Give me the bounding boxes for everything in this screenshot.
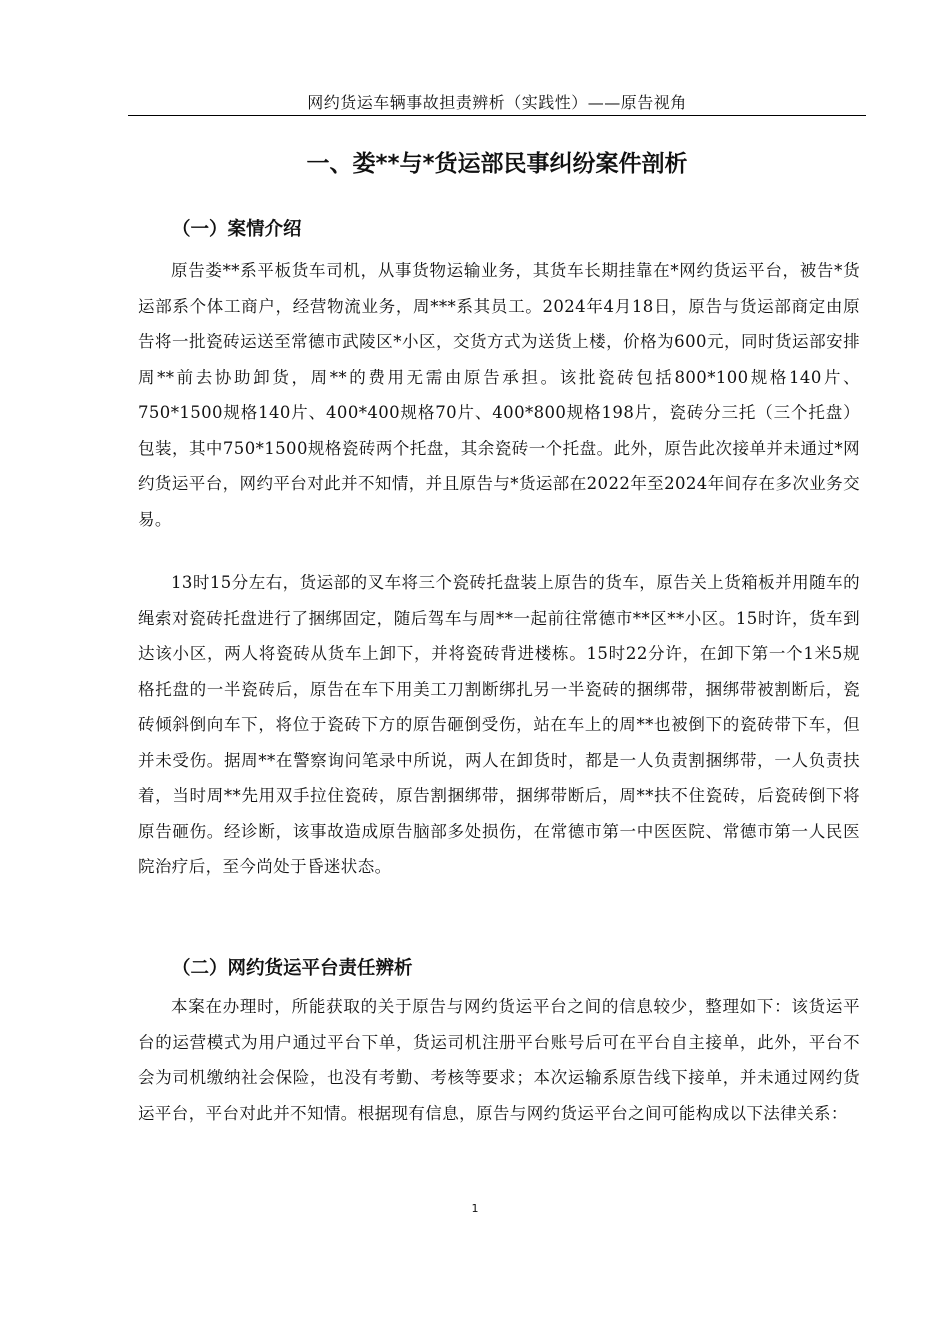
header-rule (128, 115, 866, 116)
body-paragraph: 本案在办理时，所能获取的关于原告与网约货运平台之间的信息较少，整理如下：该货运平台的运营模式为用户通过平台下单，货运司机注册平台账号后可在平台自主接单，此外，平台不会为司机缴纳社会保险，也没有考勤、考核等要求；本次运输系原告线下接单，并未通过网约货运平台，平台对此并不知情。根据现有信息，原告与网约货运平台之间可能构成以下法律关系： (138, 997, 860, 1123)
body-paragraph: 13时15分左右，货运部的叉车将三个瓷砖托盘装上原告的货车，原告关上货箱板并用随车的绳索对瓷砖托盘进行了捆绑固定，随后驾车与周**一起前往常德市**区**小区。15时许，货车到达该小区，两人将瓷砖从货车上卸下，并将瓷砖背进楼栋。15时22分许，在卸下第一个1米5规格托盘的一半瓷砖后，原告在车下用美工刀割断绑扎另一半瓷砖的捆绑带，捆绑带被割断后，瓷砖倾斜倒向车下，将位于瓷砖下方的原告砸倒受伤，站在车上的周**也被倒下的瓷砖带下车，但并未受伤。据周**在警察询问笔录中所说，两人在卸货时，都是一人负责割捆绑带，一人负责扶着，当时周**先用双手拉住瓷砖，原告割捆绑带，捆绑带断后，周**扶不住瓷砖，后瓷砖倒下将原告砸伤。经诊断，该事故造成原告脑部多处损伤，在常德市第一中医医院、常德市第一人民医院治疗后，至今尚处于昏迷状态。 (138, 573, 860, 876)
running-header: 网约货运车辆事故担责辨析（实践性）——原告视角 (307, 93, 687, 112)
section-heading-platform-liability: （二）网约货运平台责任辨析 (172, 958, 413, 979)
platform-liability-paragraph-block (138, 989, 860, 1131)
case-intro-paragraph-1-block (138, 253, 860, 537)
case-intro-paragraph-2-block (138, 565, 860, 885)
section-heading-case-intro: （一）案情介绍 (172, 219, 302, 240)
page-number: 1 (471, 1202, 479, 1215)
document-title: 一、娄**与*货运部民事纠纷案件剖析 (306, 151, 688, 177)
body-paragraph: 原告娄**系平板货车司机，从事货物运输业务，其货车长期挂靠在*网约货运平台，被告*货运部系个体工商户，经营物流业务，周***系其员工。2024年4月18日，原告与货运部商定由原告将一批瓷砖运送至常德市武陵区*小区，交货方式为送货上楼，价格为600元，同时货运部安排周**前去协助卸货，周**的费用无需由原告承担。该批瓷砖包括800*100规格140片、750*1500规格140片、400*400规格70片、400*800规格198片，瓷砖分三托（三个托盘）包装，其中750*1500规格瓷砖两个托盘，其余瓷砖一个托盘。此外，原告此次接单并未通过*网约货运平台，网约平台对此并不知情，并且原告与*货运部在2022年至2024年间存在多次业务交易。 (138, 261, 860, 529)
